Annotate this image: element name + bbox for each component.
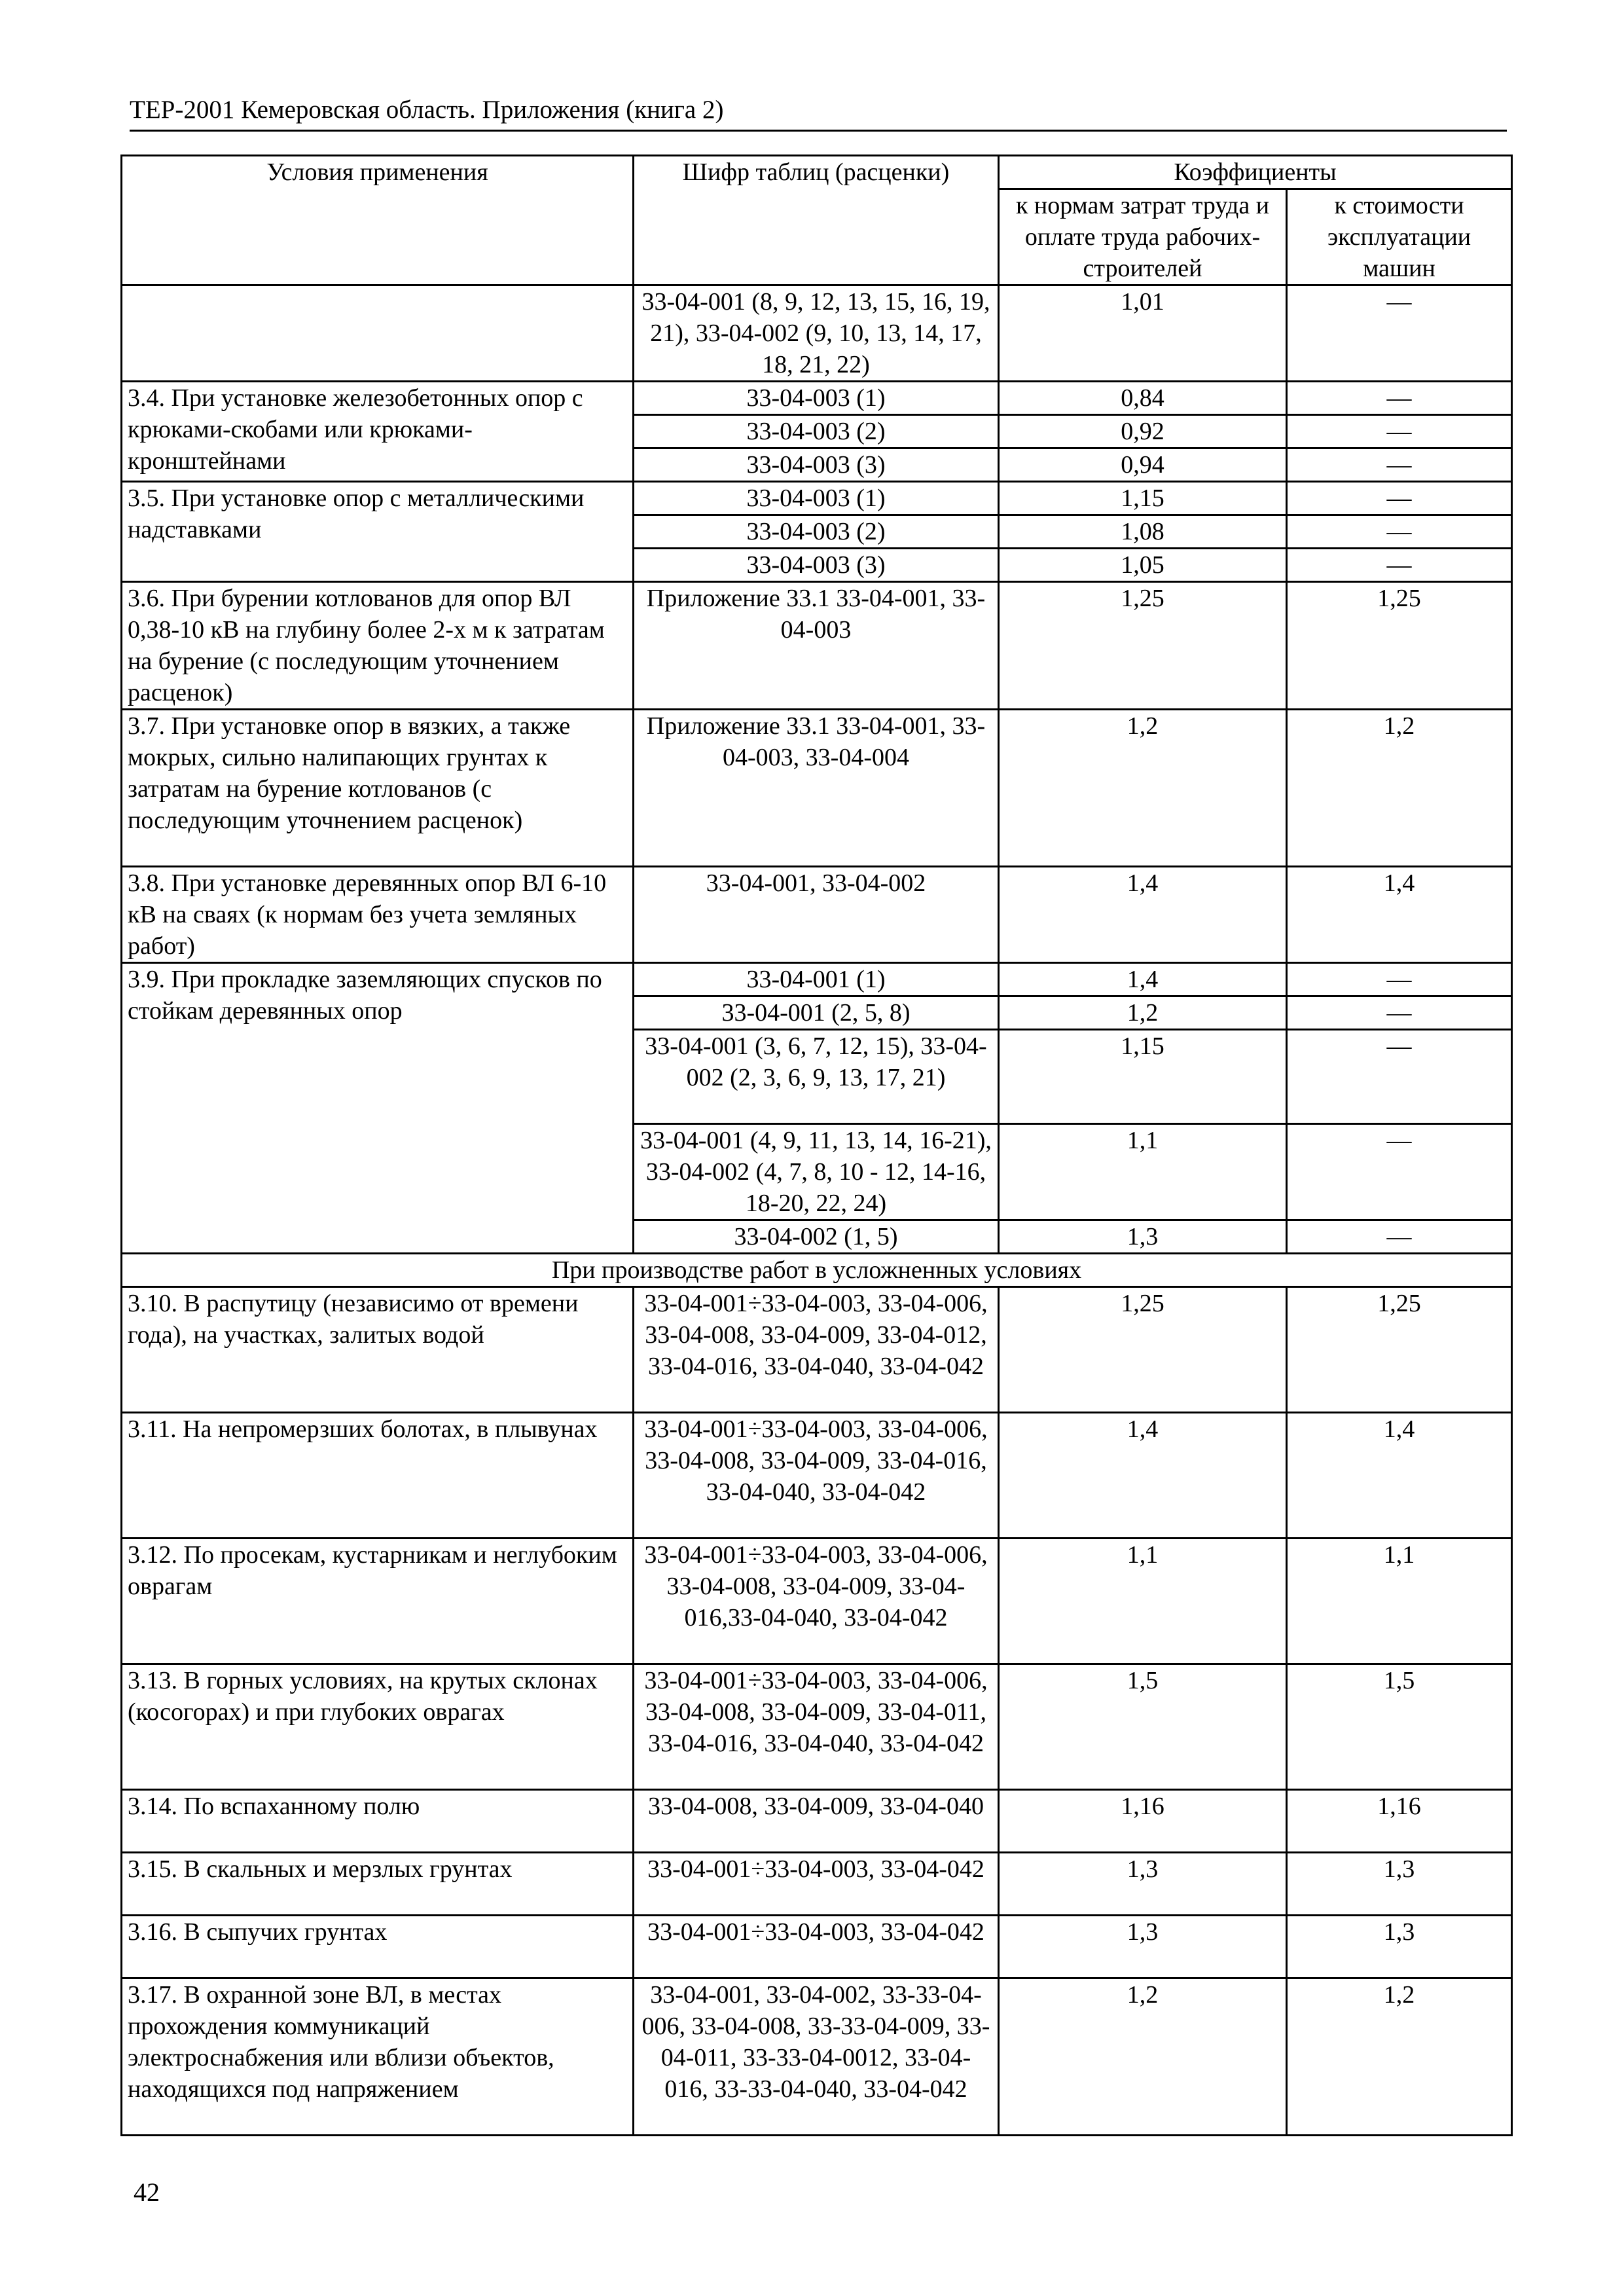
machine-coef-cell: 1,4 bbox=[1287, 1413, 1512, 1539]
labor-coef-cell: 1,3 bbox=[999, 1220, 1287, 1254]
code-cell: 33-04-001, 33-04-002, 33-33-04-006, 33-04-008, 33-33-04-009, 33-04-011, 33-33-04-0012, 33-04-016, 33-33-04-040, 33-04-042 bbox=[634, 1978, 999, 2136]
table-row bbox=[122, 1978, 1512, 2136]
labor-coef-cell: 1,3 bbox=[999, 1853, 1287, 1916]
table-row bbox=[122, 1664, 1512, 1790]
condition-cell: 3.10. В распутицу (независимо от времени года), на участках, залитых водой bbox=[122, 1287, 634, 1413]
table-row bbox=[122, 1539, 1512, 1664]
machine-coef-cell: 1,3 bbox=[1287, 1916, 1512, 1978]
coefficients-table bbox=[120, 155, 1513, 2136]
machine-coef-cell: — bbox=[1287, 285, 1512, 382]
table-row bbox=[122, 1287, 1512, 1413]
machine-coef-cell: 1,25 bbox=[1287, 1287, 1512, 1413]
code-cell: 33-04-001÷33-04-003, 33-04-006, 33-04-008, 33-04-009, 33-04-016, 33-04-040, 33-04-042 bbox=[634, 1413, 999, 1539]
header-coefficients: Коэффициенты bbox=[999, 156, 1512, 189]
code-cell: Приложение 33.1 33-04-001, 33-04-003, 33-04-004 bbox=[634, 710, 999, 867]
code-cell: Приложение 33.1 33-04-001, 33-04-003 bbox=[634, 582, 999, 710]
code-cell: 33-04-001÷33-04-003, 33-04-042 bbox=[634, 1916, 999, 1978]
labor-coef-cell: 1,05 bbox=[999, 549, 1287, 582]
condition-cell: 3.7. При установке опор в вязких, а также мокрых, сильно налипающих грунтах к затратам на бурение котлованов (с последующим уточнением расценок) bbox=[122, 710, 634, 867]
labor-coef-cell: 1,2 bbox=[999, 710, 1287, 867]
page-number: 42 bbox=[134, 2178, 160, 2207]
code-cell: 33-04-003 (2) bbox=[634, 415, 999, 448]
code-cell: 33-04-003 (3) bbox=[634, 448, 999, 482]
code-cell: 33-04-001 (8, 9, 12, 13, 15, 16, 19, 21), 33-04-002 (9, 10, 13, 14, 17, 18, 21, 22) bbox=[634, 285, 999, 382]
condition-cell: 3.11. На непромерзших болотах, в плывунах bbox=[122, 1413, 634, 1539]
condition-cell: 3.8. При установке деревянных опор ВЛ 6-10 кВ на сваях (к нормам без учета земляных работ) bbox=[122, 867, 634, 963]
labor-coef-cell: 1,5 bbox=[999, 1664, 1287, 1790]
header-conditions: Условия применения bbox=[122, 156, 634, 285]
labor-coef-cell: 0,92 bbox=[999, 415, 1287, 448]
labor-coef-cell: 1,15 bbox=[999, 482, 1287, 515]
code-cell: 33-04-003 (3) bbox=[634, 549, 999, 582]
machine-coef-cell: — bbox=[1287, 448, 1512, 482]
condition-cell: 3.16. В сыпучих грунтах bbox=[122, 1916, 634, 1978]
table-row bbox=[122, 1790, 1512, 1853]
code-cell: 33-04-001 (1) bbox=[634, 963, 999, 996]
labor-coef-cell: 1,1 bbox=[999, 1539, 1287, 1664]
code-cell: 33-04-002 (1, 5) bbox=[634, 1220, 999, 1254]
table-row bbox=[122, 582, 1512, 710]
table-row bbox=[122, 482, 1512, 515]
labor-coef-cell: 1,2 bbox=[999, 1978, 1287, 2136]
table-row bbox=[122, 1916, 1512, 1978]
machine-coef-cell: 1,16 bbox=[1287, 1790, 1512, 1853]
labor-coef-cell: 1,3 bbox=[999, 1916, 1287, 1978]
labor-coef-cell: 1,2 bbox=[999, 996, 1287, 1030]
machine-coef-cell: 1,2 bbox=[1287, 1978, 1512, 2136]
code-cell: 33-04-001÷33-04-003, 33-04-006, 33-04-008, 33-04-009, 33-04-016,33-04-040, 33-04-042 bbox=[634, 1539, 999, 1664]
condition-cell: 3.13. В горных условиях, на крутых склонах (косогорах) и при глубоких оврагах bbox=[122, 1664, 634, 1790]
code-cell: 33-04-001÷33-04-003, 33-04-006, 33-04-008, 33-04-009, 33-04-011, 33-04-016, 33-04-040, 33-04-042 bbox=[634, 1664, 999, 1790]
labor-coef-cell: 1,16 bbox=[999, 1790, 1287, 1853]
labor-coef-cell: 1,1 bbox=[999, 1124, 1287, 1220]
labor-coef-cell: 1,01 bbox=[999, 285, 1287, 382]
condition-cell: 3.9. При прокладке заземляющих спусков по стойкам деревянных опор bbox=[122, 963, 634, 1254]
condition-cell: 3.14. По вспаханному полю bbox=[122, 1790, 634, 1853]
condition-cell: 3.4. При установке железобетонных опор с крюками-скобами или крюками-кронштейнами bbox=[122, 382, 634, 482]
labor-coef-cell: 1,4 bbox=[999, 963, 1287, 996]
condition-cell bbox=[122, 285, 634, 382]
machine-coef-cell: — bbox=[1287, 963, 1512, 996]
condition-cell: 3.15. В скальных и мерзлых грунтах bbox=[122, 1853, 634, 1916]
machine-coef-cell: 1,5 bbox=[1287, 1664, 1512, 1790]
machine-coef-cell: — bbox=[1287, 515, 1512, 549]
section-heading: При производстве работ в усложненных условиях bbox=[122, 1254, 1512, 1287]
machine-coef-cell: — bbox=[1287, 1030, 1512, 1124]
condition-cell: 3.12. По просекам, кустарникам и неглубоким оврагам bbox=[122, 1539, 634, 1664]
code-cell: 33-04-003 (1) bbox=[634, 382, 999, 415]
code-cell: 33-04-003 (2) bbox=[634, 515, 999, 549]
code-cell: 33-04-001 (3, 6, 7, 12, 15), 33-04-002 (2, 3, 6, 9, 13, 17, 21) bbox=[634, 1030, 999, 1124]
code-cell: 33-04-001÷33-04-003, 33-04-006, 33-04-008, 33-04-009, 33-04-012, 33-04-016, 33-04-040, 33-04-042 bbox=[634, 1287, 999, 1413]
code-cell: 33-04-008, 33-04-009, 33-04-040 bbox=[634, 1790, 999, 1853]
condition-cell: 3.17. В охранной зоне ВЛ, в местах прохождения коммуникаций электроснабжения или вблизи объектов, находящихся под напряжением bbox=[122, 1978, 634, 2136]
table-row bbox=[122, 285, 1512, 382]
labor-coef-cell: 0,94 bbox=[999, 448, 1287, 482]
labor-coef-cell: 1,25 bbox=[999, 1287, 1287, 1413]
machine-coef-cell: — bbox=[1287, 415, 1512, 448]
table-row bbox=[122, 1413, 1512, 1539]
labor-coef-cell: 1,08 bbox=[999, 515, 1287, 549]
code-cell: 33-04-003 (1) bbox=[634, 482, 999, 515]
labor-coef-cell: 1,15 bbox=[999, 1030, 1287, 1124]
header-machines: к стоимости эксплуатации машин bbox=[1287, 189, 1512, 285]
machine-coef-cell: 1,25 bbox=[1287, 582, 1512, 710]
header-labor: к нормам затрат труда и оплате труда рабочих-строителей bbox=[999, 189, 1287, 285]
machine-coef-cell: 1,2 bbox=[1287, 710, 1512, 867]
machine-coef-cell: — bbox=[1287, 549, 1512, 582]
labor-coef-cell: 0,84 bbox=[999, 382, 1287, 415]
condition-cell: 3.6. При бурении котлованов для опор ВЛ 0,38-10 кВ на глубину более 2-х м к затратам на бурение (с последующим уточнением расценок) bbox=[122, 582, 634, 710]
condition-cell: 3.5. При установке опор с металлическими надставками bbox=[122, 482, 634, 582]
table-row bbox=[122, 963, 1512, 996]
labor-coef-cell: 1,25 bbox=[999, 582, 1287, 710]
code-cell: 33-04-001, 33-04-002 bbox=[634, 867, 999, 963]
table-row bbox=[122, 1254, 1512, 1287]
machine-coef-cell: 1,4 bbox=[1287, 867, 1512, 963]
table-row bbox=[122, 867, 1512, 963]
header-code: Шифр таблиц (расценки) bbox=[634, 156, 999, 285]
machine-coef-cell: — bbox=[1287, 1124, 1512, 1220]
running-header: ТЕР-2001 Кемеровская область. Приложения (книга 2) bbox=[130, 90, 1507, 132]
machine-coef-cell: — bbox=[1287, 382, 1512, 415]
table-row bbox=[122, 382, 1512, 415]
code-cell: 33-04-001 (4, 9, 11, 13, 14, 16-21), 33-04-002 (4, 7, 8, 10 - 12, 14-16, 18-20, 22, 24) bbox=[634, 1124, 999, 1220]
labor-coef-cell: 1,4 bbox=[999, 1413, 1287, 1539]
labor-coef-cell: 1,4 bbox=[999, 867, 1287, 963]
machine-coef-cell: — bbox=[1287, 1220, 1512, 1254]
machine-coef-cell: — bbox=[1287, 482, 1512, 515]
machine-coef-cell: 1,1 bbox=[1287, 1539, 1512, 1664]
code-cell: 33-04-001÷33-04-003, 33-04-042 bbox=[634, 1853, 999, 1916]
machine-coef-cell: — bbox=[1287, 996, 1512, 1030]
code-cell: 33-04-001 (2, 5, 8) bbox=[634, 996, 999, 1030]
table-row bbox=[122, 1853, 1512, 1916]
machine-coef-cell: 1,3 bbox=[1287, 1853, 1512, 1916]
table-row bbox=[122, 710, 1512, 867]
